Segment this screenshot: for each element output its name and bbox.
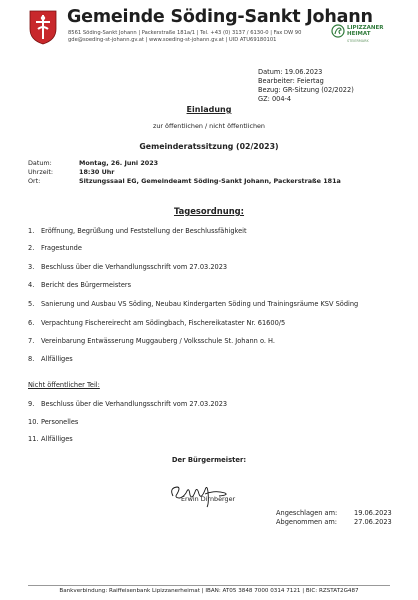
address-line-1: 8561 Söding-Sankt Johann | Packerstraße 181a/1 | Tel. +43 (0) 3137 / 6130-0 | Fax DW 90 bbox=[68, 30, 302, 36]
place-value: Sitzungssaal EG, Gemeindeamt Söding-Sankt Johann, Packerstraße 181a bbox=[79, 177, 341, 185]
agenda-item-number: 2. bbox=[28, 244, 35, 252]
agenda-item-number: 11. bbox=[28, 435, 39, 443]
contact-line: gde@soeding-st-johann.gv.at | www.soeding-st-johann.gv.at | UID ATU69180101 bbox=[68, 37, 277, 43]
time-label: Uhrzeit: bbox=[28, 168, 54, 176]
document-file-number: GZ: 004-4 bbox=[258, 95, 292, 103]
signer-name: Erwin Dirnberger bbox=[181, 495, 236, 503]
agenda-item-text: Bericht des Bürgermeisters bbox=[41, 281, 132, 289]
invitation-heading: Einladung bbox=[186, 105, 232, 114]
municipality-title: Gemeinde Söding-Sankt Johann bbox=[67, 7, 373, 27]
lipizzaner-heimat-logo bbox=[331, 24, 345, 38]
removed-date: 27.06.2023 bbox=[354, 518, 392, 526]
agenda-item-text: Fragestunde bbox=[41, 244, 82, 252]
document-clerk: Bearbeiter: Feiertag bbox=[258, 77, 324, 85]
agenda-item-text: Beschluss über die Verhandlungsschrift vom 27.03.2023 bbox=[41, 400, 228, 408]
footer-divider bbox=[28, 585, 390, 586]
posted-date: 19.06.2023 bbox=[354, 509, 392, 517]
agenda-item-number: 4. bbox=[28, 281, 35, 289]
agenda-item-text: Verpachtung Fischereirecht am Södingbach, Fischereikataster Nr. 61600/5 bbox=[41, 319, 286, 327]
invitation-scope: zur öffentlichen / nicht öffentlichen bbox=[152, 122, 265, 130]
meeting-title: Gemeinderatssitzung (02/2023) bbox=[139, 142, 279, 151]
partner-title-2: HEIMAT bbox=[347, 31, 371, 37]
date-label: Datum: bbox=[28, 159, 52, 167]
municipal-coat-of-arms bbox=[28, 9, 58, 45]
agenda-item-number: 3. bbox=[28, 263, 35, 271]
agenda-item-number: 10. bbox=[28, 418, 39, 426]
date-value: Montag, 26. Juni 2023 bbox=[79, 159, 159, 167]
handwritten-signature bbox=[167, 478, 237, 508]
agenda-item-text: Eröffnung, Begrüßung und Feststellung der Beschlussfähigkeit bbox=[41, 227, 247, 235]
partner-subtitle: STEIERMARK bbox=[347, 39, 369, 43]
place-label: Ort: bbox=[28, 177, 41, 185]
document-date: Datum: 19.06.2023 bbox=[258, 68, 323, 76]
document-reference: Bezug: GR-Sitzung (02/2022) bbox=[258, 86, 354, 94]
agenda-item-number: 6. bbox=[28, 319, 35, 327]
agenda-item-text: Allfälliges bbox=[41, 355, 73, 363]
posted-label: Angeschlagen am: bbox=[276, 509, 338, 517]
agenda-heading: Tagesordnung: bbox=[173, 206, 245, 216]
agenda-item-number: 8. bbox=[28, 355, 35, 363]
agenda-item-number: 5. bbox=[28, 300, 35, 308]
removed-label: Abgenommen am: bbox=[276, 518, 338, 526]
partner-title-1: LIPIZZANER bbox=[347, 25, 384, 31]
bank-details: Bankverbindung: Raiffeisenbank Lipizzanerheimat | IBAN: AT05 3848 7000 0314 7121 | BIC: RZSTAT2G487 bbox=[59, 588, 359, 594]
signature-role: Der Bürgermeister: bbox=[171, 456, 247, 464]
agenda-item-text: Vereinbarung Entwässerung Muggauberg / Volksschule St. Johann o. H. bbox=[41, 337, 275, 345]
agenda-item-number: 1. bbox=[28, 227, 35, 235]
time-value: 18:30 Uhr bbox=[79, 168, 115, 176]
agenda-item-text: Beschluss über die Verhandlungsschrift vom 27.03.2023 bbox=[41, 263, 228, 271]
agenda-item-number: 7. bbox=[28, 337, 35, 345]
agenda-item-text: Personelles bbox=[41, 418, 79, 426]
agenda-item-number: 9. bbox=[28, 400, 35, 408]
agenda-item-text: Sanierung und Ausbau VS Söding, Neubau Kindergarten Söding und Trainingsräume KSV Söding bbox=[41, 300, 359, 308]
private-section-heading: Nicht öffentlicher Teil: bbox=[28, 381, 100, 389]
agenda-item-text: Allfälliges bbox=[41, 435, 73, 443]
